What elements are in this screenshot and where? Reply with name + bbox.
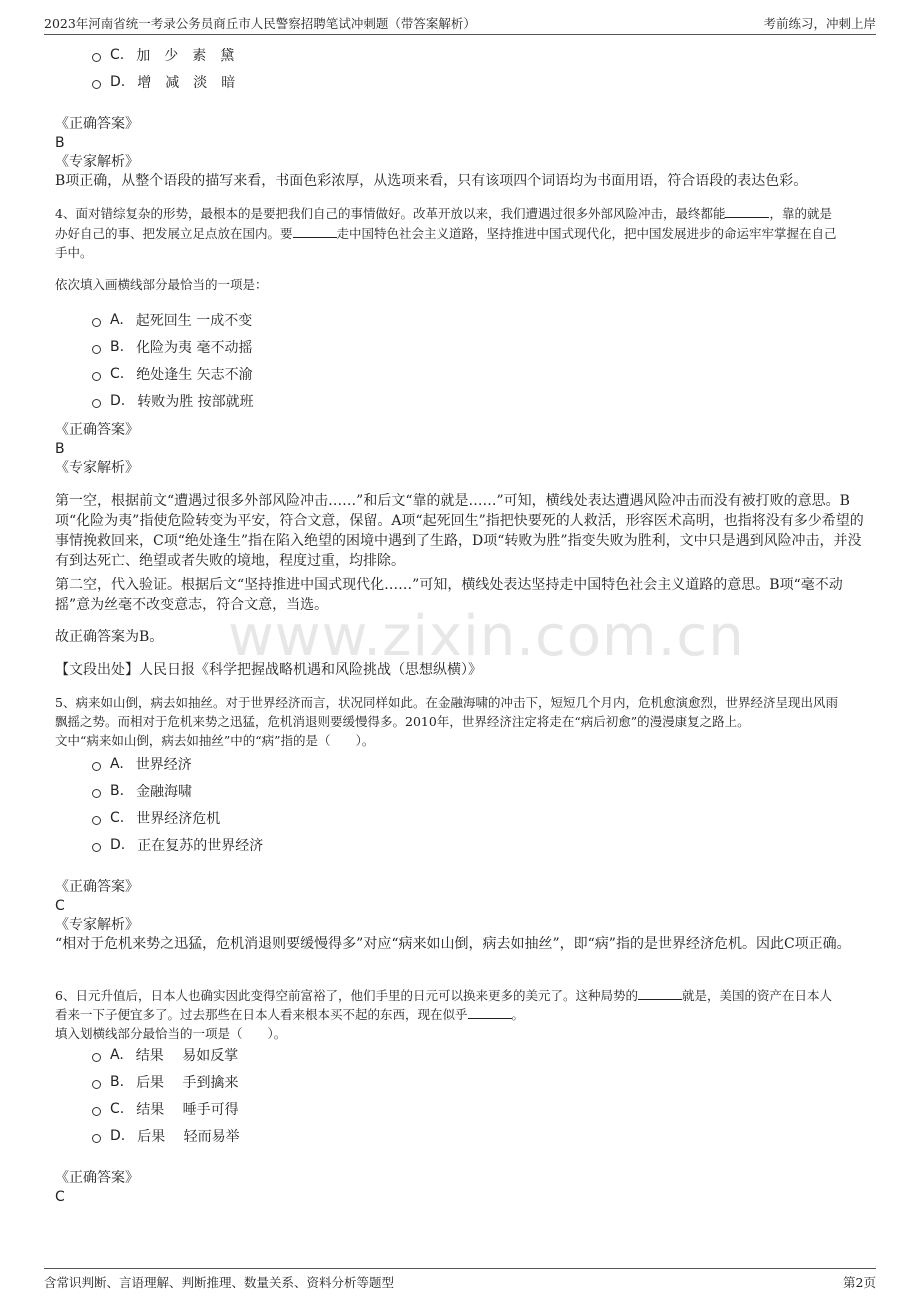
q6-stem-line2: 看来一下子便宜多了。过去那些在日本人看来根本买不起的东西，现在似乎 。	[55, 1007, 525, 1022]
blank-line	[725, 205, 769, 218]
radio-icon[interactable]	[92, 80, 101, 89]
q4-prompt: 依次填入画横线部分最恰当的一项是：	[55, 277, 268, 292]
radio-icon[interactable]	[92, 53, 101, 62]
q5-answer: C	[55, 898, 65, 914]
watermark: www.zixin.com.cn	[228, 604, 745, 669]
radio-icon[interactable]	[92, 789, 101, 798]
q4-analysis-paragraph-1: 第一空，根据前文“遭遇过很多外部风险冲击……”和后文“靠的就是……”可知，横线处表达遭遇风险冲击而没有被打败的意思。B项“化险为夷”指使危险转变为平安，符合文意，保留。A项“起死回生”指把快要死的人救活，形容医术高明，也指将没有多少希望的事情挽救回来，C项“绝处逢生”指在陷入绝望的困境中遇到了生路，D项“转败为胜”指变失败为胜利，文中只是遇到风险冲击，并没有到达死亡、绝望或者失败的境地，程度过重，均排除。	[55, 493, 864, 569]
q5-option-c[interactable]: C. 世界经济危机	[92, 808, 220, 828]
radio-icon[interactable]	[92, 318, 101, 327]
q5-option-d[interactable]: D. 正在复苏的世界经济	[92, 835, 263, 855]
radio-icon[interactable]	[92, 843, 101, 852]
q5-answer-label: 《正确答案》	[55, 879, 139, 895]
q4-answer-label: 《正确答案》	[55, 422, 139, 438]
blank-line	[293, 225, 337, 238]
radio-icon[interactable]	[92, 372, 101, 381]
radio-icon[interactable]	[92, 816, 101, 825]
q4-option-c[interactable]: C. 绝处逢生 矢志不渝	[92, 364, 253, 384]
blank-line	[638, 987, 682, 1000]
radio-icon[interactable]	[92, 345, 101, 354]
q4-analysis-label: 《专家解析》	[55, 460, 139, 476]
page-number: 第2页	[843, 1275, 876, 1290]
document-title: 2023年河南省统一考录公务员商丘市人民警察招聘笔试冲刺题（带答案解析）	[44, 16, 476, 31]
radio-icon[interactable]	[92, 762, 101, 771]
q5-analysis: “相对于危机来势之迅猛，危机消退则要缓慢得多”对应“病来如山倒，病去如抽丝”，即“病”指的是世界经济危机。因此C项正确。	[55, 936, 851, 952]
q4-analysis-paragraph-2: 第二空，代入验证。根据后文“坚持推进中国式现代化……”可知，横线处表达坚持走中国特色社会主义道路的意思。B项“毫不动摇”意为丝毫不改变意志，符合文意，当选。	[55, 577, 843, 613]
q6-stem-line1: 6、日元升值后，日本人也确实因此变得空前富裕了，他们手里的日元可以换来更多的美元了。这种局势的 就是，美国的资产在日本人	[55, 988, 832, 1003]
q6-option-c[interactable]: C. 结果 唾手可得	[92, 1099, 239, 1119]
q5-question: 文中“病来如山倒，病去如抽丝”中的“病”指的是（ ）。	[55, 733, 375, 748]
radio-icon[interactable]	[92, 1107, 101, 1116]
header-slogan: 考前练习，冲刺上岸	[763, 16, 876, 31]
q3-option-c[interactable]: C. 加 少 素 黛	[92, 45, 234, 65]
page-header	[44, 10, 876, 35]
q5-option-a[interactable]: A. 世界经济	[92, 754, 192, 774]
q4-stem-line2: 办好自己的事、把发展立足点放在国内。要 走中国特色社会主义道路，坚持推进中国式现代化，把中国发展进步的命运牢牢掌握在自己	[55, 226, 837, 241]
q3-analysis-label: 《专家解析》	[55, 154, 139, 170]
q4-stem-line1: 4、面对错综复杂的形势，最根本的是要把我们自己的事情做好。改革开放以来，我们遭遇过很多外部风险冲击，最终都能 ，靠的就是	[55, 206, 832, 221]
q5-option-b[interactable]: B. 金融海啸	[92, 781, 192, 801]
q4-stem-line3: 手中。	[55, 245, 93, 260]
q6-answer-label: 《正确答案》	[55, 1170, 139, 1186]
q4-option-d[interactable]: D. 转败为胜 按部就班	[92, 391, 254, 411]
radio-icon[interactable]	[92, 1080, 101, 1089]
q4-analysis-paragraph-3: 故正确答案为B。	[55, 629, 164, 645]
q4-answer: B	[55, 441, 65, 457]
q3-answer-label: 《正确答案》	[55, 116, 139, 132]
q6-option-d[interactable]: D. 后果 轻而易举	[92, 1126, 240, 1146]
radio-icon[interactable]	[92, 1134, 101, 1143]
q6-option-a[interactable]: A. 结果 易如反掌	[92, 1045, 238, 1065]
q6-option-b[interactable]: B. 后果 手到擒来	[92, 1072, 239, 1092]
q4-source: 【文段出处】人民日报《科学把握战略机遇和风险挑战（思想纵横）》	[55, 662, 482, 678]
q4-option-b[interactable]: B. 化险为夷 毫不动摇	[92, 337, 253, 357]
q3-option-d[interactable]: D. 增 减 淡 暗	[92, 72, 235, 92]
q6-prompt: 填入划横线部分最恰当的一项是（ ）。	[55, 1026, 287, 1041]
q3-analysis: B项正确，从整个语段的描写来看，书面色彩浓厚，从选项来看，只有该项四个词语均为书面用语，符合语段的表达色彩。	[55, 173, 808, 189]
footer-topics: 含常识判断、言语理解、判断推理、数量关系、资料分析等题型	[44, 1275, 395, 1290]
q4-option-a[interactable]: A. 起死回生 一成不变	[92, 310, 252, 330]
q6-answer: C	[55, 1189, 65, 1205]
blank-line	[468, 1006, 512, 1019]
radio-icon[interactable]	[92, 1053, 101, 1062]
q5-stem-line2: 飘摇之势。而相对于危机来势之迅猛，危机消退则要缓慢得多。2010年，世界经济注定将走在“病后初愈”的漫漫康复之路上。	[55, 714, 750, 729]
page-footer	[44, 1268, 876, 1293]
q5-analysis-label: 《专家解析》	[55, 917, 139, 933]
radio-icon[interactable]	[92, 399, 101, 408]
q5-stem-line1: 5、病来如山倒，病去如抽丝。对于世界经济而言，状况同样如此。在金融海啸的冲击下，短短几个月内，危机愈演愈烈，世界经济呈现出风雨	[55, 695, 838, 710]
q3-answer: B	[55, 135, 65, 151]
